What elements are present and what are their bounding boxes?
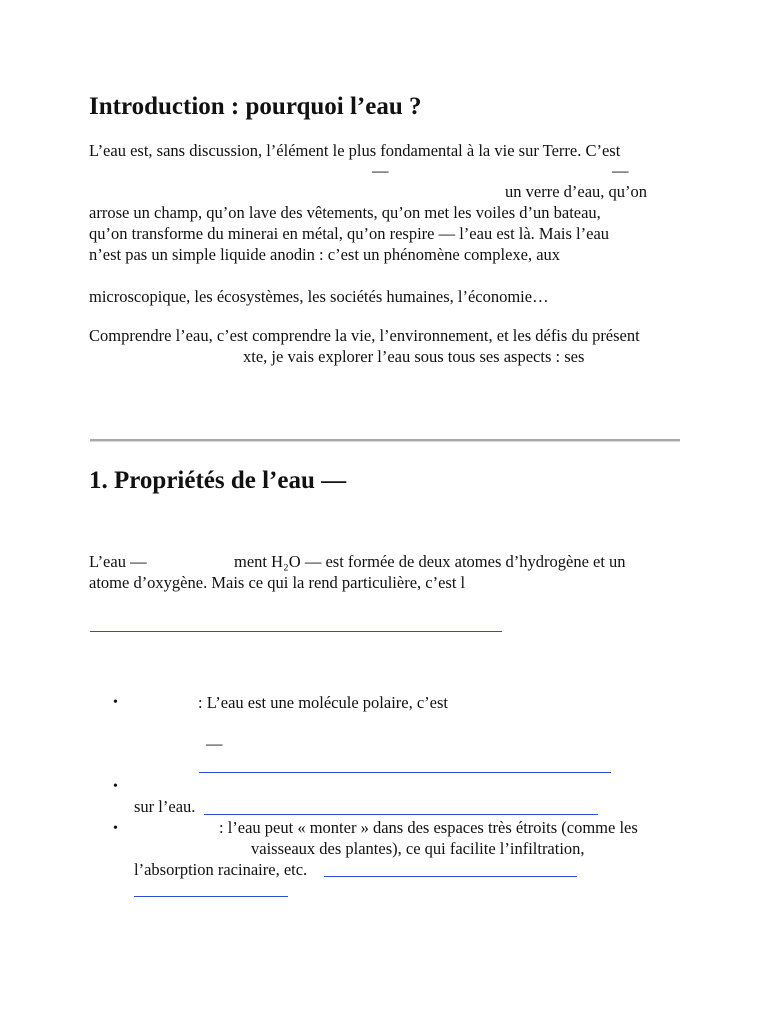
intro-heading: Introduction : pourquoi l’eau ?	[89, 93, 422, 120]
bullet-marker: •	[113, 695, 118, 710]
intro-dash-2: —	[612, 161, 629, 180]
hyperlink-underline[interactable]	[199, 772, 611, 773]
intro-line-7: Comprendre l’eau, c’est comprendre la vie, l’environnement, et les défis du présent	[89, 326, 640, 345]
bullet-3-line-3: l’absorption racinaire, etc.	[134, 860, 308, 879]
bullet-3-line-1: : l’eau peut « monter » dans des espaces très étroits (comme les	[219, 818, 638, 837]
intro-line-2: un verre d’eau, qu’on	[505, 182, 648, 201]
section1-para-start: L’eau —	[89, 552, 147, 571]
bullet-marker: •	[113, 821, 118, 836]
bullet-1-text: : L’eau est une molécule polaire, c’est	[198, 693, 448, 712]
intro-line-5: n’est pas un simple liquide anodin : c’est un phénomène complexe, aux	[89, 245, 561, 264]
bullet-3-line-2: vaisseaux des plantes), ce qui facilite l’infiltration,	[251, 839, 585, 858]
section1-para-line-1: ment H₂O — est formée de deux atomes d’hydrogène et un	[234, 552, 626, 571]
hyperlink-underline[interactable]	[204, 814, 598, 815]
hyperlink-underline[interactable]	[90, 631, 502, 632]
section-divider	[90, 439, 680, 442]
intro-line-8: xte, je vais explorer l’eau sous tous ses aspects : ses	[243, 347, 585, 366]
bullet-1-dash: —	[206, 734, 223, 753]
intro-line-3: arrose un champ, qu’on lave des vêtements, qu’on met les voiles d’un bateau,	[89, 203, 601, 222]
intro-dash-1: —	[372, 161, 389, 180]
hyperlink-underline[interactable]	[324, 876, 577, 877]
intro-line-6: microscopique, les écosystèmes, les sociétés humaines, l’économie…	[89, 287, 549, 306]
intro-line-1: L’eau est, sans discussion, l’élément le plus fondamental à la vie sur Terre. C’est	[89, 141, 621, 160]
bullet-marker: •	[113, 779, 118, 794]
hyperlink-underline[interactable]	[134, 896, 288, 897]
section1-heading: 1. Propriétés de l’eau —	[89, 467, 347, 494]
section1-para-line-2: atome d’oxygène. Mais ce qui la rend particulière, c’est l	[89, 573, 466, 592]
intro-line-4: qu’on transforme du minerai en métal, qu’on respire — l’eau est là. Mais l’eau	[89, 224, 610, 243]
bullet-2-text: sur l’eau.	[134, 797, 196, 816]
